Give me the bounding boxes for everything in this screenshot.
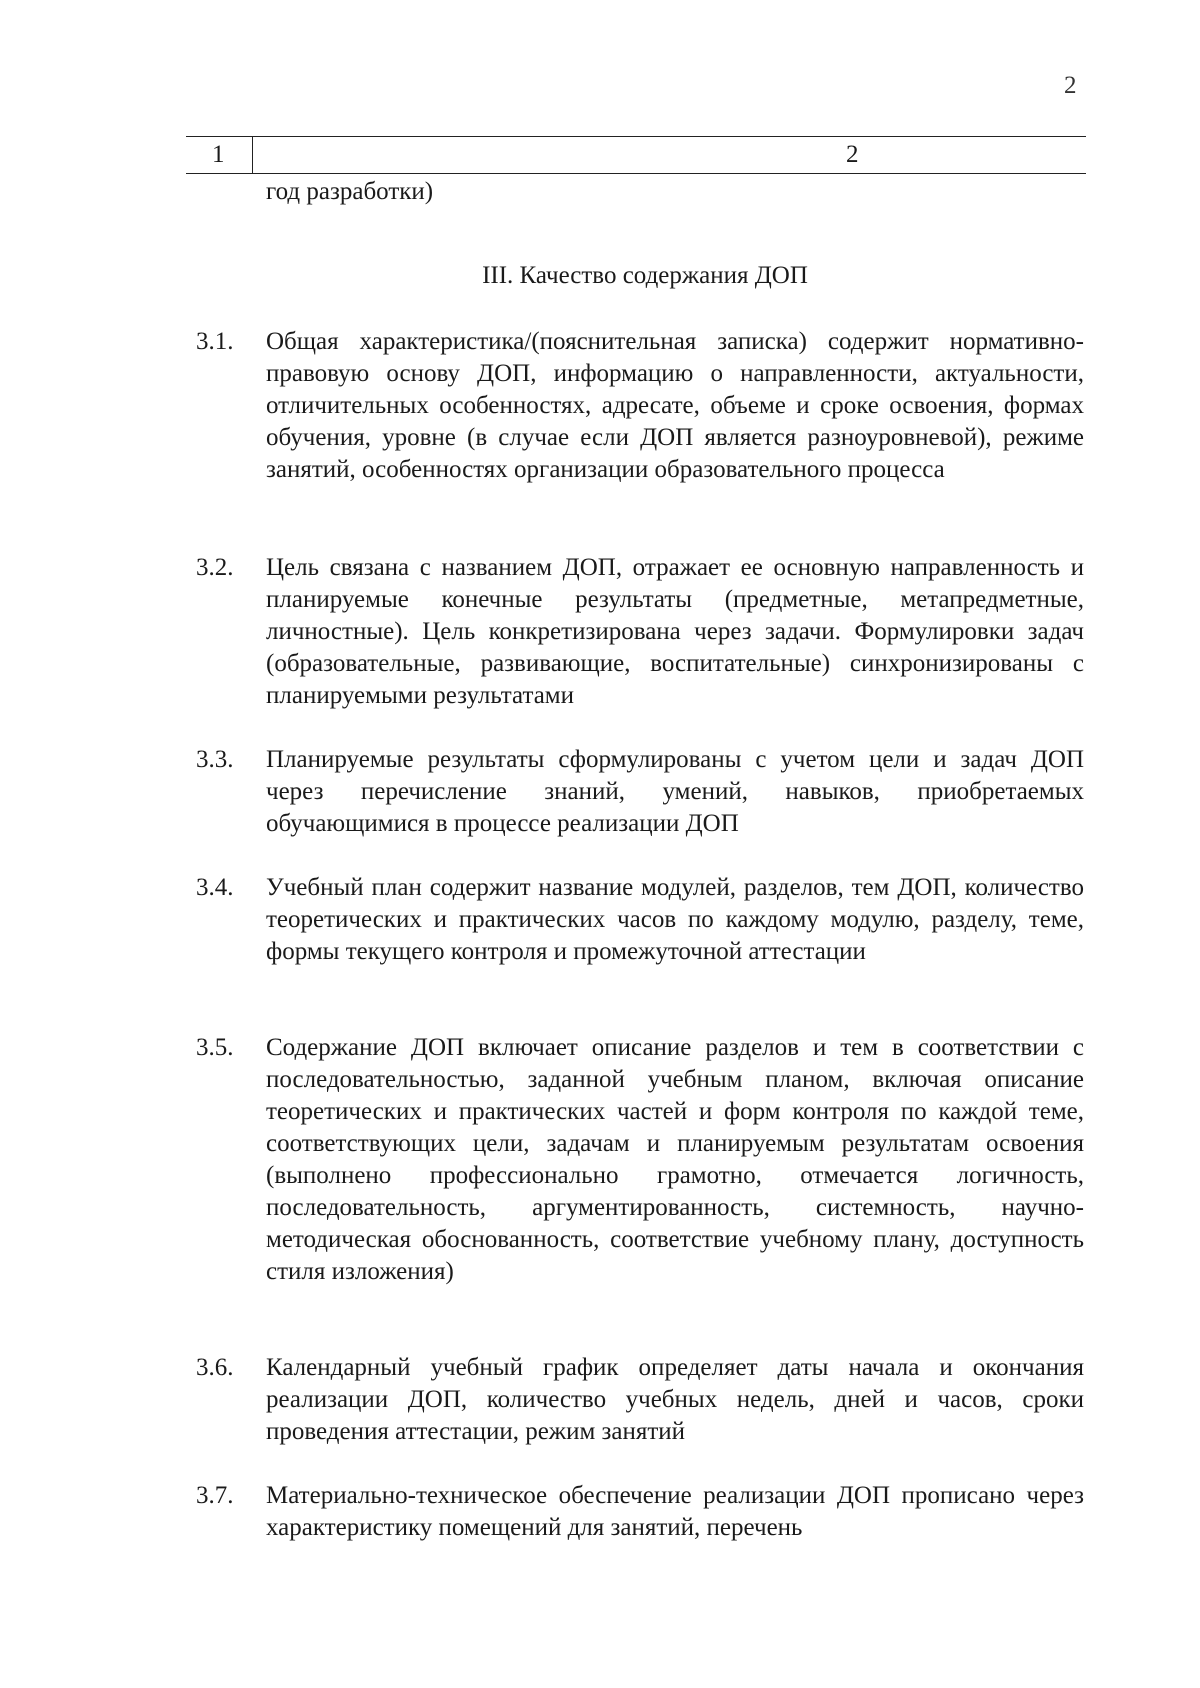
item-number: 3.2. bbox=[196, 554, 234, 581]
table-top-border bbox=[186, 136, 1086, 137]
table-column-divider bbox=[252, 136, 253, 174]
item-text: Календарный учебный график определяет даты начала и окончания реализации ДОП, количество учебных недель, дней и часов, сроки проведения аттестации, режим занятий bbox=[266, 1354, 1084, 1445]
item-text: Общая характеристика/(пояснительная записка) содержит нормативно-правовую основу ДОП, информацию о направленности, актуальности, отличительных особенностях, адресате, объеме и сроке освоения, формах обучения, уровне (в случае если ДОП является разноуровневой), режиме занятий, особенностях организации образовательного процесса bbox=[266, 328, 1084, 483]
item-text: Цель связана с названием ДОП, отражает ее основную направленность и планируемые конечные результаты (предметные, метапредметные, личностные). Цель конкретизирована через задачи. Формулировки задач (образовательные, развивающие, воспитательные) синхронизированы с планируемыми результатами bbox=[266, 554, 1084, 709]
table-header-col2: 2 bbox=[846, 141, 859, 168]
item-number: 3.7. bbox=[196, 1482, 234, 1509]
item-number: 3.4. bbox=[196, 874, 234, 901]
table-header-col1: 1 bbox=[212, 141, 225, 168]
item-text: Планируемые результаты сформулированы с учетом цели и задач ДОП через перечисление знаний, умений, навыков, приобретаемых обучающимися в процессе реализации ДОП bbox=[266, 746, 1084, 837]
page-number: 2 bbox=[1064, 72, 1077, 99]
item-text: Учебный план содержит название модулей, разделов, тем ДОП, количество теоретических и практических часов по каждому модулю, разделу, теме, формы текущего контроля и промежуточной аттестации bbox=[266, 874, 1084, 965]
item-number: 3.1. bbox=[196, 328, 234, 355]
item-number: 3.5. bbox=[196, 1034, 234, 1061]
table-bottom-border bbox=[186, 173, 1086, 174]
item-text: Материально-техническое обеспечение реализации ДОП прописано через характеристику помещений для занятий, перечень bbox=[266, 1482, 1084, 1541]
continuation-text: год разработки) bbox=[266, 178, 434, 205]
item-number: 3.3. bbox=[196, 746, 234, 773]
item-number: 3.6. bbox=[196, 1354, 234, 1381]
section-title: III. Качество содержания ДОП bbox=[482, 262, 808, 289]
item-text: Содержание ДОП включает описание разделов и тем в соответствии с последовательностью, заданной учебным планом, включая описание теоретических и практических частей и форм контроля по каждой теме, соответствующих цели, задачам и планируемым результатам освоения (выполнено профессионально грамотно, отмечается логичность, последовательность, аргументированность, системность, научно-методическая обоснованность, соответствие учебному плану, доступность стиля изложения) bbox=[266, 1034, 1084, 1285]
table-header bbox=[186, 136, 1086, 176]
